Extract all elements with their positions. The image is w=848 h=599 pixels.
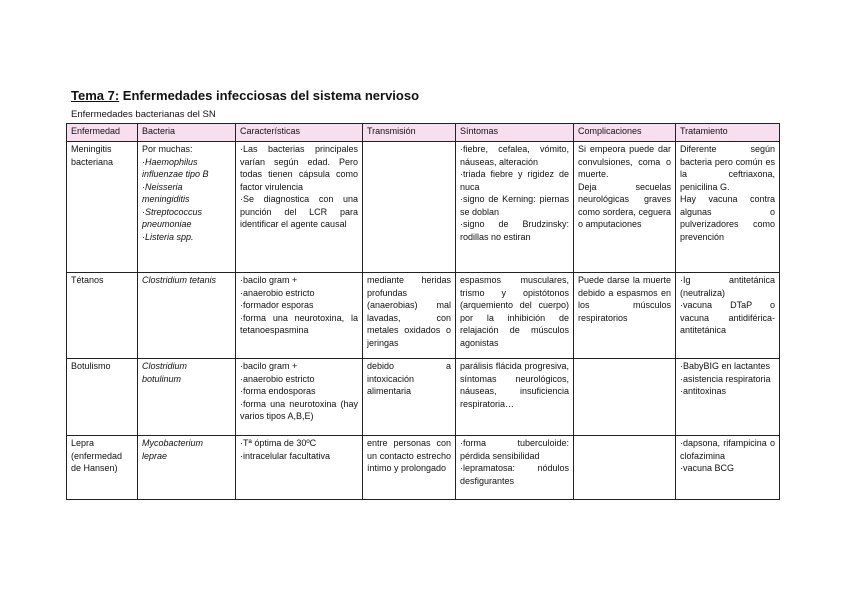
symptom-item: espasmos musculares, trismo y opistótonos (arquemiento del cuerpo) por la inhibición de relajación de músculos agonistas: [460, 275, 569, 348]
bacteria-cell: [138, 359, 236, 436]
bacteria-line: ·Haemophilus: [142, 156, 198, 167]
symptom-item: ·triada fiebre y rigidez de nuca: [460, 169, 569, 192]
symptom-item: ·lepramatosa: nódulos desfigurantes: [460, 463, 569, 486]
disease-name-line: Meningitis: [71, 144, 112, 154]
topic-number: Tema 7:: [71, 88, 120, 103]
symptoms-cell: [456, 436, 574, 500]
disease-name-line: Lepra: [71, 438, 95, 448]
complication-item: Puede darse la muerte debido a espasmos en los músculos respiratorios: [578, 275, 671, 323]
characteristics-cell: [236, 142, 363, 273]
table-header-row: [67, 124, 780, 142]
complications-cell: [574, 359, 676, 436]
complications-cell: [574, 273, 676, 359]
transmission-item: entre personas con un contacto estrecho íntimo y prolongado: [367, 438, 451, 473]
disease-name-line: de Hansen): [71, 463, 118, 473]
treatment-item: Hay vacuna contra algunas o pulverizadores como prevención: [680, 194, 775, 242]
characteristic-item: ·Se diagnostica con una punción del LCR para identificar el agente causal: [240, 194, 358, 229]
characteristic-item: ·formador esporas: [240, 300, 314, 310]
complication-item: Si empeora puede dar convulsiones, coma o muerte.: [578, 144, 671, 179]
bacteria-line: meningiditis: [142, 194, 190, 204]
bacteria-line: ·Streptococcus: [142, 206, 203, 217]
bacteria-intro: Por muchas:: [142, 144, 193, 154]
treatment-item: ·vacuna BCG: [680, 463, 735, 473]
bacteria-line: ·Listeria spp.: [142, 231, 194, 242]
characteristic-item: ·intracelular facultativa: [240, 450, 331, 461]
header-cell-transmision: Transmisión: [363, 124, 456, 142]
page-title: [71, 88, 419, 103]
diseases-table: [66, 123, 780, 500]
symptom-item: ·signo de Brudzinsky: rodillas no estiran: [460, 219, 569, 242]
transmission-cell: [363, 359, 456, 436]
symptoms-cell: [456, 142, 574, 273]
treatment-item: ·antitoxinas: [680, 386, 727, 396]
table-row: [67, 359, 780, 436]
header-cell-complicaciones: Complicaciones: [574, 124, 676, 142]
topic-title: Enfermedades infecciosas del sistema nervioso: [119, 88, 420, 103]
symptoms-cell: [456, 359, 574, 436]
treatment-cell: [676, 359, 780, 436]
treatment-item: ·Ig antitetánica (neutraliza): [680, 275, 775, 298]
characteristic-item: ·Tª óptima de 30ºC: [240, 438, 317, 448]
characteristic-item: ·forma una neurotoxina (hay varios tipos A,B,E): [240, 398, 358, 421]
table-row: [67, 436, 780, 500]
characteristic-item: ·bacilo gram +: [240, 361, 298, 371]
bacteria-line: Clostridium tetanis: [142, 275, 217, 285]
treatment-cell: [676, 142, 780, 273]
transmission-cell: [363, 142, 456, 273]
disease-name-cell: [67, 273, 138, 359]
symptom-item: ·signo de Kerning: piernas se doblan: [460, 194, 569, 217]
treatment-item: ·vacuna DTaP o vacuna antidiférica-antitetánica: [680, 300, 775, 335]
bacteria-line: influenzae tipo B: [142, 169, 209, 179]
disease-name-cell: [67, 359, 138, 436]
bacteria-cell: [138, 436, 236, 500]
page-subtitle: Enfermedades bacterianas del SN: [71, 109, 216, 120]
characteristics-cell: [236, 436, 363, 500]
bacteria-line: botulinum: [142, 373, 182, 384]
treatment-item: ·dapsona, rifampicina o clofazimina: [680, 438, 775, 461]
header-cell-enfermedad: Enfermedad: [67, 124, 138, 142]
transmission-cell: [363, 273, 456, 359]
bacteria-cell: [138, 142, 236, 273]
disease-name-line: bacteriana: [71, 156, 114, 167]
characteristics-cell: [236, 359, 363, 436]
complications-cell: [574, 142, 676, 273]
table-row: [67, 273, 780, 359]
characteristic-item: ·anaerobio estricto: [240, 287, 315, 298]
header-cell-bacteria: Bacteria: [138, 124, 236, 142]
table-row: [67, 142, 780, 273]
characteristic-item: ·anaerobio estricto: [240, 373, 315, 384]
bacteria-cell: [138, 273, 236, 359]
bacteria-line: ·Neisseria: [142, 181, 183, 192]
bacteria-line: Clostridium: [142, 361, 188, 371]
header-cell-sintomas: Síntomas: [456, 124, 574, 142]
bacteria-line: pneumoniae: [142, 219, 192, 229]
header-cell-tratamiento: Tratamiento: [676, 124, 780, 142]
characteristic-item: ·forma endosporas: [240, 386, 316, 396]
characteristic-item: ·forma una neurotoxina, la tetanoespasmina: [240, 312, 358, 335]
treatment-item: ·asistencia respiratoria: [680, 373, 771, 384]
complications-cell: [574, 436, 676, 500]
treatment-cell: [676, 436, 780, 500]
disease-name-line: (enfermedad: [71, 450, 123, 461]
bacteria-line: Mycobacterium: [142, 438, 204, 448]
treatment-item: ·BabyBIG en lactantes: [680, 361, 771, 371]
characteristic-item: ·Las bacterias principales varían según edad. Pero todas tienen cápsula como factor virulencia: [240, 144, 358, 192]
transmission-item: mediante heridas profundas (anaerobias) mal lavadas, con metales oxidados o jeringas: [367, 275, 451, 348]
bacteria-line: leprae: [142, 450, 168, 461]
symptom-item: ·forma tuberculoide: pérdida sensibilidad: [460, 438, 569, 461]
symptom-item: ·fiebre, cefalea, vómito, náuseas, alteración: [460, 144, 569, 167]
characteristics-cell: [236, 273, 363, 359]
transmission-cell: [363, 436, 456, 500]
symptom-item: parálisis flácida progresiva, síntomas neurológicos, náuseas, insuficiencia respiratoria…: [460, 361, 569, 409]
treatment-cell: [676, 273, 780, 359]
symptoms-cell: [456, 273, 574, 359]
transmission-item: debido a intoxicación alimentaria: [367, 361, 451, 396]
disease-name-line: Botulismo: [71, 361, 111, 371]
characteristic-item: ·bacilo gram +: [240, 275, 298, 285]
header-cell-caracteristicas: Características: [236, 124, 363, 142]
disease-name-line: Tétanos: [71, 275, 104, 285]
disease-name-cell: [67, 436, 138, 500]
disease-name-cell: [67, 142, 138, 273]
complication-item: Deja secuelas neurológicas graves como sordera, ceguera o amputaciones: [578, 181, 671, 229]
treatment-item: Diferente según bacteria pero común es la ceftriaxona, penicilina G.: [680, 144, 775, 192]
